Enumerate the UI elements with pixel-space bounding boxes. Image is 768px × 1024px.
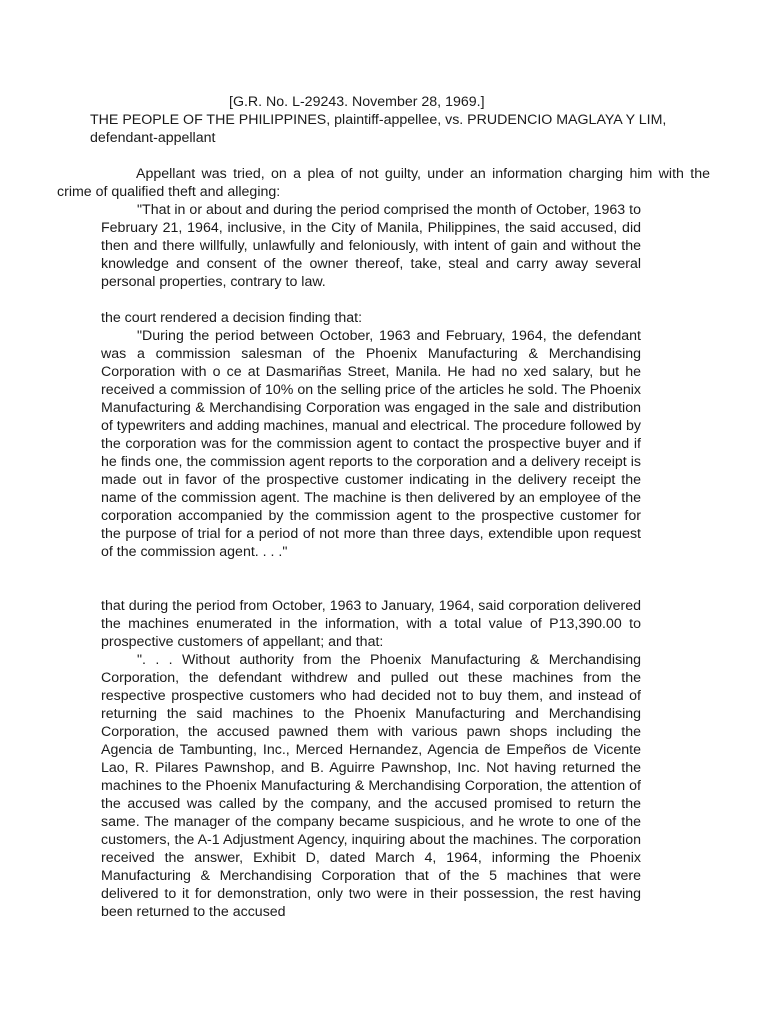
court-intro: the court rendered a decision finding that: <box>101 310 363 326</box>
authority-quote: ". . . Without authority from the Phoenix Manufacturing & Merchandising Corporation, the defendant withdrew and pulled out these machines from the respective prospective customers who had decided not to buy them, and instead of returning the said machines to the Phoenix Manufacturing and Merchandising Corporation, the accused pawned them with various pawn shops including the Agencia de Tambunting, Inc., Merced Hernandez, Agencia de Empeños de Vicente Lao, R. Pilares Pawnshop, and B. Aguirre Pawnshop, Inc. Not having returned the machines to the Phoenix Manufacturing & Merchandising Corporation, the attention of the accused was called by the company, and the accused promised to return the same. The manager of the company became suspicious, and he wrote to one of the customers, the A-1 Adjustment Agency, inquiring about the machines. The corporation received the answer, Exhibit D, dated March 4, 1964, informing the Phoenix Manufacturing & Merchandising Corporation that of the 5 machines that were delivered to it for demonstration, only two were in their possession, the rest having been returned to the accused <box>101 652 641 920</box>
information-quote: "That in or about and during the period comprised the month of October, 1963 to February 21, 1964, inclusive, in the City of Manila, Philippines, the said accused, did then and there willfully, unlawfully and feloniously, with intent of gain and without the knowledge and consent of the owner thereof, take, steal and carry away several personal properties, contrary to law. <box>101 202 641 290</box>
case-number: [G.R. No. L-29243. November 28, 1969.] <box>229 94 485 110</box>
intro-paragraph: Appellant was tried, on a plea of not guilty, under an information charging him with the crime of qualified theft and alleging: <box>57 166 710 200</box>
case-title: THE PEOPLE OF THE PHILIPPINES, plaintiff-appellee, vs. PRUDENCIO MAGLAYA Y LIM, defendant-appellant <box>90 112 667 146</box>
period-paragraph: that during the period from October, 1963 to January, 1964, said corporation delivered the machines enumerated in the information, with a total value of P13,390.00 to prospective customers of appellant; and that: <box>101 598 641 650</box>
decision-quote: "During the period between October, 1963 and February, 1964, the defendant was a commission salesman of the Phoenix Manufacturing & Merchandising Corporation with o ce at Dasmariñas Street, Manila. He had no xed salary, but he received a commission of 10% on the selling price of the articles he sold. The Phoenix Manufacturing & Merchandising Corporation was engaged in the sale and distribution of typewriters and adding machines, manual and electrical. The procedure followed by the corporation was for the commission agent to contact the prospective buyer and if he finds one, the commission agent reports to the corporation and a delivery receipt is made out in favor of the prospective customer indicating in the delivery receipt the name of the commission agent. The machine is then delivered by an employee of the corporation accompanied by the commission agent to the prospective customer for the purpose of trial for a period of not more than three days, extendible upon request of the commission agent. . . ." <box>101 328 641 560</box>
